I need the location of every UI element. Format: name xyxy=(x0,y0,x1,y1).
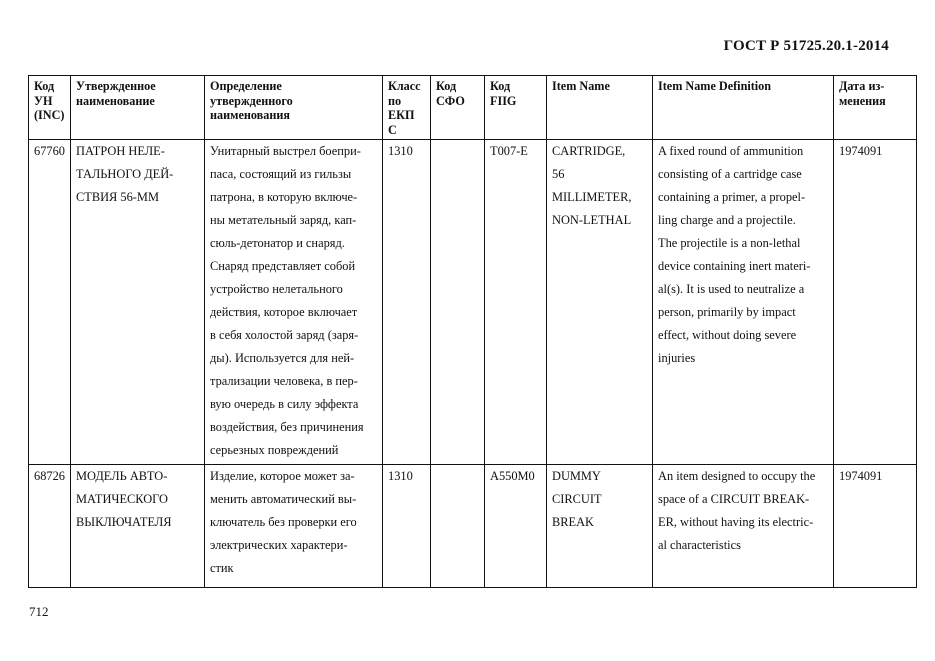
cell-line: МОДЕЛЬ АВТО- xyxy=(76,469,168,483)
cell-line: ling charge and a projectile. xyxy=(658,213,796,227)
header-line: Утвержденное xyxy=(76,79,156,93)
cell-value: 1310 xyxy=(388,469,413,483)
header-line: наименование xyxy=(76,93,155,108)
header-line: Дата из- xyxy=(839,79,885,93)
header-line: ЕКП xyxy=(388,108,415,122)
header-line: FIIG xyxy=(490,93,517,108)
header-line: Определение xyxy=(210,79,282,93)
cell-line: Снаряд представляет собой xyxy=(210,259,356,273)
col-definition-header xyxy=(205,76,383,140)
header-line: Item Name xyxy=(552,79,610,93)
cell-code-inc xyxy=(29,140,71,465)
header-line: (INC) xyxy=(34,108,65,122)
header-line: утвержденного xyxy=(210,93,293,108)
cell-item-name xyxy=(547,140,653,465)
cell-value: 1310 xyxy=(388,144,413,158)
cell-item-name xyxy=(547,465,653,588)
cell-line: серьезных повреждений xyxy=(210,443,339,457)
header-line: Код xyxy=(34,79,55,93)
header-line: по xyxy=(388,93,402,108)
cell-line: электрических характери- xyxy=(210,538,348,552)
cell-line: трализации человека, в пер- xyxy=(210,374,358,388)
cell-line: ПАТРОН НЕЛЕ- xyxy=(76,144,165,158)
cell-definition xyxy=(205,140,383,465)
cell-line: consisting of a cartridge case xyxy=(658,167,802,181)
cell-line: DUMMY xyxy=(552,469,601,483)
header-line: Код xyxy=(490,79,511,93)
col-sfo-code-header xyxy=(431,76,485,140)
cell-line: воздействия, без причинения xyxy=(210,420,364,434)
header-line: УН xyxy=(34,93,53,108)
cell-line: вую очередь в силу эффекта xyxy=(210,397,359,411)
cell-line: в себя холостой заряд (заря- xyxy=(210,328,359,342)
col-fiig-code-header xyxy=(485,76,547,140)
cell-line: A fixed round of ammunition xyxy=(658,144,804,158)
cell-item-name-definition xyxy=(653,140,834,465)
cell-value: 68726 xyxy=(34,469,65,483)
cell-line: менить автоматический вы- xyxy=(210,492,357,506)
header-line: С xyxy=(388,122,397,137)
cell-line: al(s). It is used to neutralize a xyxy=(658,282,805,296)
cell-value: 67760 xyxy=(34,144,65,158)
cell-line: MILLIMETER, xyxy=(552,190,632,204)
cell-ekps-class xyxy=(383,465,431,588)
cell-line: containing a primer, a propel- xyxy=(658,190,806,204)
cell-fiig-code xyxy=(485,140,547,465)
cell-line: ТАЛЬНОГО ДЕЙ- xyxy=(76,167,174,181)
cell-line: CIRCUIT xyxy=(552,492,602,506)
cell-line: паса, состоящий из гильзы xyxy=(210,167,352,181)
cell-line: стик xyxy=(210,561,234,575)
table-header-row xyxy=(29,76,917,140)
col-ekps-class-header xyxy=(383,76,431,140)
cell-value: A550M0 xyxy=(490,469,535,483)
cell-sfo-code xyxy=(431,465,485,588)
cell-line: ны метательный заряд, кап- xyxy=(210,213,357,227)
document-code: ГОСТ Р 51725.20.1-2014 xyxy=(723,38,889,54)
cell-value: 1974091 xyxy=(839,144,883,158)
cell-line: ER, without having its electric- xyxy=(658,515,814,529)
col-change-date-header xyxy=(834,76,917,140)
cell-line: person, primarily by impact xyxy=(658,305,796,319)
cell-line: СТВИЯ 56-ММ xyxy=(76,190,159,204)
catalog-table xyxy=(28,75,917,588)
cell-value: 1974091 xyxy=(839,469,883,483)
cell-line: device containing inert materi- xyxy=(658,259,811,273)
page-number: 712 xyxy=(29,604,49,619)
cell-line: space of a CIRCUIT BREAK- xyxy=(658,492,810,506)
cell-line: al characteristics xyxy=(658,538,741,552)
cell-line: injuries xyxy=(658,351,696,365)
cell-line: Изделие, которое может за- xyxy=(210,469,355,483)
cell-approved-name xyxy=(71,140,205,465)
cell-sfo-code xyxy=(431,140,485,465)
cell-line: effect, without doing severe xyxy=(658,328,797,342)
cell-line: патрона, в которую включе- xyxy=(210,190,358,204)
col-approved-name-header xyxy=(71,76,205,140)
cell-line: действия, которое включает xyxy=(210,305,358,319)
cell-line: ключатель без проверки его xyxy=(210,515,357,529)
table-row xyxy=(29,140,917,465)
col-item-name-definition-header xyxy=(653,76,834,140)
cell-change-date xyxy=(834,140,917,465)
cell-line: The projectile is a non-lethal xyxy=(658,236,801,250)
cell-value: T007-E xyxy=(490,144,528,158)
cell-line: 56 xyxy=(552,167,565,181)
cell-line: Унитарный выстрел боепри- xyxy=(210,144,361,158)
header-line: менения xyxy=(839,93,886,108)
cell-approved-name xyxy=(71,465,205,588)
cell-line: устройство нелетального xyxy=(210,282,343,296)
cell-line: NON-LETHAL xyxy=(552,213,632,227)
cell-line: ВЫКЛЮЧАТЕЛЯ xyxy=(76,515,172,529)
cell-line: CARTRIDGE, xyxy=(552,144,626,158)
header-line: Item Name Definition xyxy=(658,79,772,93)
table-row xyxy=(29,465,917,588)
cell-line: ды). Используется для ней- xyxy=(210,351,355,365)
cell-line: МАТИЧЕСКОГО xyxy=(76,492,168,506)
col-item-name-header xyxy=(547,76,653,140)
cell-fiig-code xyxy=(485,465,547,588)
cell-ekps-class xyxy=(383,140,431,465)
cell-definition xyxy=(205,465,383,588)
cell-line: BREAK xyxy=(552,515,594,529)
col-code-inc-header xyxy=(29,76,71,140)
cell-change-date xyxy=(834,465,917,588)
header-line: наименования xyxy=(210,108,290,122)
cell-item-name-definition xyxy=(653,465,834,588)
cell-line: An item designed to occupy the xyxy=(658,469,816,483)
cell-line: сюль-детонатор и снаряд. xyxy=(210,236,345,250)
header-line: Код xyxy=(436,79,457,93)
header-line: Класс xyxy=(388,79,421,93)
cell-code-inc xyxy=(29,465,71,588)
header-line: СФО xyxy=(436,93,465,108)
